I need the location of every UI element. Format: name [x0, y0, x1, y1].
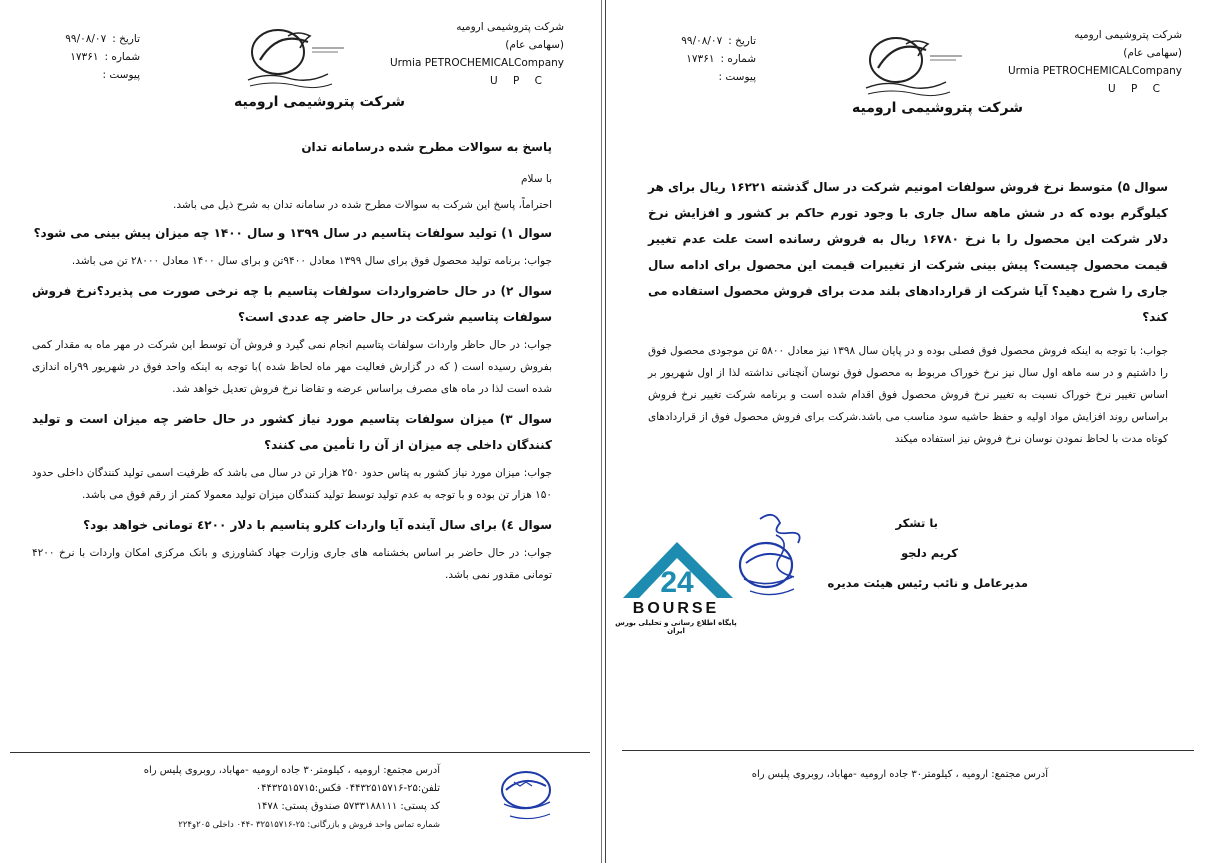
attachment-row: [50, 66, 140, 84]
letter-meta: [50, 30, 140, 84]
question-2: سوال ۲) در حال حاضرواردات سولفات پتاسیم با چه نرخی صورت می پذیرد؟نرخ فروش سولفات پتاسیم شرکت در حال حاضر چه عددی است؟: [32, 284, 552, 324]
logo-company-name-2: شرکت پتروشیمی ارومیه: [852, 100, 1024, 116]
company-stamp: [492, 760, 562, 830]
company-type: (سهامی عام): [505, 39, 564, 51]
company-name-fa: شرکت پتروشیمی ارومیه: [456, 21, 564, 33]
letter-meta-2: [666, 32, 756, 86]
number-row: [50, 48, 140, 66]
date-value: ۹۹/۰۸/۰۷: [681, 35, 723, 47]
question-1: سوال ۱) تولید سولفات پتاسیم در سال ۱۳۹۹ و سال ۱۴۰۰ چه میزان پیش بینی می شود؟: [33, 226, 552, 240]
bourse-number: 24: [660, 566, 694, 599]
letter-body-2: [648, 174, 1168, 450]
date-label: تاریخ :: [112, 33, 140, 45]
number-value: ۱۷۳۶۱: [686, 53, 715, 65]
page-gutter: [600, 0, 608, 863]
date-row: [666, 32, 756, 50]
bourse-brand: BOURSE: [632, 600, 720, 617]
answer-3: جواب: میزان مورد نیاز کشور به پتاس حدود ۲۵۰ هزار تن در سال می باشد که ظرفیت اسمی تولید کنندگان داخلی حدود ۱۵۰ هزار تن بوده و با توجه به عدم تولید توسط تولید کنندگان میزان تولید معمولا کمتر از رقم فوق می باشد.: [32, 467, 552, 501]
company-header: [350, 18, 564, 90]
footer-divider-2: [622, 750, 1194, 751]
letter-page-2: [608, 0, 1207, 863]
footer-postal: کد پستی: ۵۷۳۳۱۸۸۱۱۱ صندوق پستی: ۱۴۷۸: [256, 801, 440, 812]
greeting: با سلام: [520, 173, 552, 185]
footer-address-block-2: [738, 766, 1048, 784]
signer-name: کریم دلجو: [901, 546, 958, 560]
footer-sales: شماره تماس واحد فروش و بازرگانی: ۲۵-۳۲۵۱۵۷۱۶ -۰۴۴ داخلی ۲۰۵و۲۲۴: [178, 820, 440, 830]
footer-address: آدرس مجتمع: ارومیه ، کیلومتر۳۰ جاده ارومیه -مهاباد، روبروی پلیس راه: [751, 769, 1048, 780]
number-label: شماره :: [720, 53, 756, 65]
bourse-caption: پایگاه اطلاع رسانی و تحلیلی بورس ایران: [615, 619, 737, 635]
attachment-row: [666, 68, 756, 86]
closing: با تشکر: [895, 516, 938, 530]
company-type: (سهامی عام): [1123, 47, 1182, 59]
question-3: سوال ۳) میزان سولفات پتاسیم مورد نیاز کشور در حال حاضر چه میزان است و تولید کنندگان داخلی چه میزان از آن را تأمین می کنند؟: [32, 412, 553, 452]
signer-title: مدیرعامل و نائب رئیس هیئت مدیره: [827, 576, 1028, 590]
company-name-en: Urmia PETROCHEMICALCompany: [1007, 65, 1182, 77]
answer-2: جواب: در حال حاظر واردات سولفات پتاسیم انجام نمی گیرد و فروش آن توسط این شرکت در مهر ماه به مقدار کمی بفروش رسیده است ( که در گزارش فعالیت مهر ماه لحاظ شده )با توجه به اینکه واحد فوق در شهریور ۹۹راه اندازی شده است لذا در ماه های مصرف براساس عرضه و تقاضا نرخ فروش تعدیل خواهد شد.: [32, 339, 552, 395]
date-value: ۹۹/۰۸/۰۷: [65, 33, 107, 45]
company-header-2: [968, 26, 1182, 98]
company-name-fa: شرکت پتروشیمی ارومیه: [1074, 29, 1182, 41]
company-logo: [238, 22, 348, 92]
number-label: شماره :: [104, 51, 140, 63]
answer-1: جواب: برنامه تولید محصول فوق برای سال ۱۳۹۹ معادل ۹۴۰۰تن و برای سال ۱۴۰۰ معادل ۲۸۰۰۰ تن می باشد.: [71, 255, 552, 267]
intro-text: احتراماً، پاسخ این شرکت به سوالات مطرح شده در سامانه تدان به شرح ذیل می باشد.: [173, 199, 552, 211]
letter-body-1: [32, 140, 552, 586]
footer-divider: [10, 752, 590, 753]
answer-5: جواب: با توجه به اینکه فروش محصول فوق فصلی بوده و در پایان سال ۱۳۹۸ نیز معادل ۵۸۰۰ تن موجودی محصول فوق را داشتیم و در سه ماهه اول سال نیز نرخ خوراک مربوط به محصول فوق نوسان آنچنانی نداشته لذا از اول شهریور بر اساس تغییر نرخ خوراک نسبت به تغییر نرخ فروش محصول فوق اقدام شده است و برنامه شرکت تغییر نرخ فروش براساس روند افزایش مواد اولیه و حفظ حاشیه سود مناسب می باشد.شرکت برای فروش محصول فوق از قراردادهای کوتاه مدت با لحاظ نمودن نوسان نرخ فروش نیز استفاده میکند: [648, 345, 1169, 445]
company-abbr: U P C: [489, 75, 548, 87]
company-logo-2: [856, 30, 966, 100]
answer-4: جواب: در حال حاضر بر اساس بخشنامه های جاری وزارت جهاد کشاورزی و بانک مرکزی امکان واردات با نرخ ۴۲۰۰ تومانی مقدور نمی باشد.: [32, 547, 552, 581]
company-name-en: Urmia PETROCHEMICALCompany: [389, 57, 564, 69]
footer-address-block: [140, 762, 440, 834]
question-4: سوال ٤) برای سال آینده آیا واردات کلرو پتاسیم با دلار ٤٢٠٠ تومانی خواهد بود؟: [83, 518, 552, 532]
footer-address: آدرس مجتمع: ارومیه ، کیلومتر۳۰ جاده ارومیه -مهاباد، روبروی پلیس راه: [143, 765, 440, 776]
question-5: سوال ۵) متوسط نرخ فروش سولفات امونیم شرکت در سال گذشته ۱۶۲۲۱ ریال برای هر کیلوگرم بوده که در شش ماهه سال جاری با وجود تورم حاکم بر کشور و افزایش نرخ دلار شرکت این محصول را با نرخ ۱۶۷۸۰ ریال به فروش رسانده است علت عدم تغییر قیمت محصول چیست؟ پیش بینی شرکت از تغییرات قیمت این محصول برای ادامه سال جاری را شرح دهید؟ آیا شرکت از قراردادهای بلند مدت برای فروش محصول استفاده می کند؟: [648, 180, 1168, 324]
letter-title: پاسخ به سوالات مطرح شده درسامانه تدان: [301, 140, 552, 154]
attachment-label: پیوست :: [718, 71, 756, 83]
number-row: [666, 50, 756, 68]
date-label: تاریخ :: [728, 35, 756, 47]
attachment-label: پیوست :: [102, 69, 140, 81]
letter-page-1: [0, 0, 600, 863]
number-value: ۱۷۳۶۱: [70, 51, 99, 63]
date-row: [50, 30, 140, 48]
logo-company-name: شرکت پتروشیمی ارومیه: [234, 94, 406, 110]
footer-phone: تلفن:۲۵-۰۴۴۳۲۵۱۵۷۱۶ فکس:۰۴۴۳۲۵۱۵۷۱۵: [255, 783, 440, 794]
company-abbr: U P C: [1107, 83, 1166, 95]
